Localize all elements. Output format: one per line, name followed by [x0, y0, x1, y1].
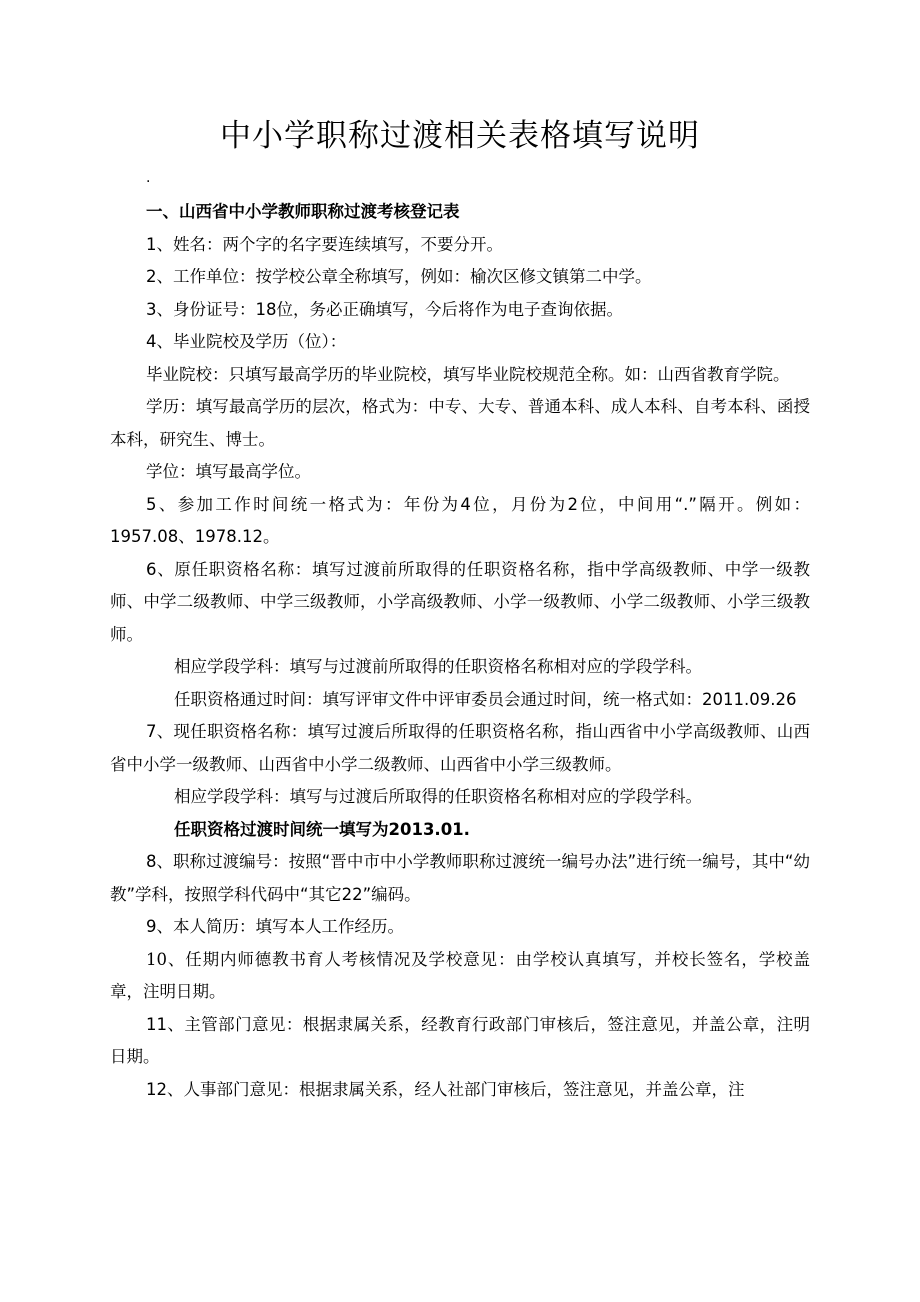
item-11: 11、主管部门意见：根据隶属关系，经教育行政部门审核后，签注意见，并盖公章，注明日期。 — [110, 1014, 810, 1066]
item-4-education: 学历：填写最高学历的层次，格式为：中专、大专、普通本科、成人本科、自考本科、函授本科，研究生、博士。 — [110, 397, 810, 449]
item-4-school: 毕业院校：只填写最高学历的毕业院校，填写毕业院校规范全称。如：山西省教育学院。 — [146, 364, 790, 384]
item-12: 12、人事部门意见：根据隶属关系，经人社部门审核后，签注意见，并盖公章，注 — [146, 1079, 745, 1099]
item-5: 5、参加工作时间统一格式为：年份为4位，月份为2位，中间用“.”隔开。例如：1957.08、1978.12。 — [110, 494, 810, 546]
item-1: 1、姓名：两个字的名字要连续填写，不要分开。 — [146, 234, 503, 254]
item-9: 9、本人简历：填写本人工作经历。 — [146, 917, 404, 936]
item-7-transition-time: 任职资格过渡时间统一填写为2013.01. — [174, 819, 470, 839]
item-6: 6、原任职资格名称：填写过渡前所取得的任职资格名称，指中学高级教师、中学一级教师、中学二级教师、中学三级教师，小学高级教师、小学一级教师、小学二级教师、小学三级教师。 — [110, 559, 810, 644]
stray-dot: . — [146, 170, 151, 186]
item-6-pass-time: 任职资格通过时间：填写评审文件中评审委员会通过时间，统一格式如：2011.09.26 — [174, 689, 797, 709]
section-heading: 一、山西省中小学教师职称过渡考核登记表 — [146, 202, 460, 221]
document-body — [110, 196, 810, 1106]
item-7: 7、现任职资格名称：填写过渡后所取得的任职资格名称，指山西省中小学高级教师、山西省中小学一级教师、山西省中小学二级教师、山西省中小学三级教师。 — [110, 722, 810, 774]
item-8: 8、职称过渡编号：按照“晋中市中小学教师职称过渡统一编号办法”进行统一编号，其中“幼教”学科，按照学科代码中“其它22”编码。 — [110, 852, 810, 904]
item-6-subject: 相应学段学科：填写与过渡前所取得的任职资格名称相对应的学段学科。 — [174, 657, 702, 676]
item-4-degree: 学位：填写最高学位。 — [146, 462, 311, 481]
item-10: 10、任期内师德教书育人考核情况及学校意见：由学校认真填写，并校长签名，学校盖章，注明日期。 — [110, 949, 810, 1001]
item-4: 4、毕业院校及学历（位）： — [146, 332, 347, 351]
item-3: 3、身份证号：18位，务必正确填写，今后将作为电子查询依据。 — [146, 299, 623, 319]
item-7-subject: 相应学段学科：填写与过渡后所取得的任职资格名称相对应的学段学科。 — [174, 787, 702, 806]
page-title: 中小学职称过渡相关表格填写说明 — [220, 118, 700, 154]
item-2: 2、工作单位：按学校公章全称填写，例如：榆次区修文镇第二中学。 — [146, 267, 652, 286]
